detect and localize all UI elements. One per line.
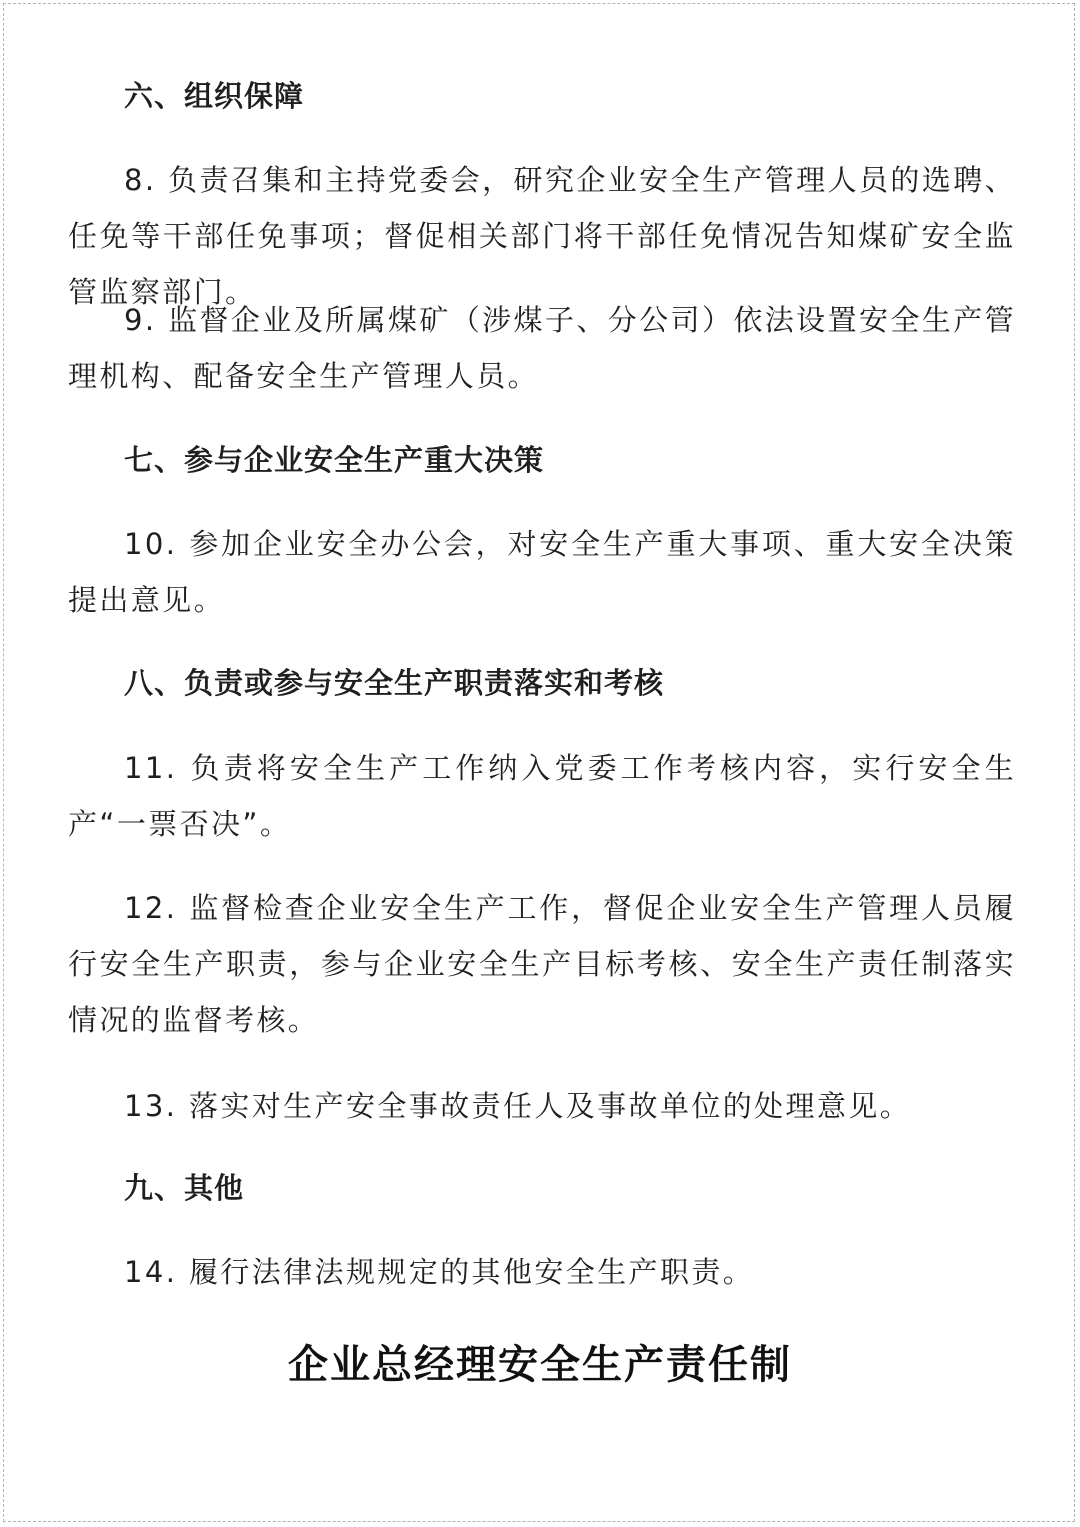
item-13-paragraph: 13. 落实对生产安全事故责任人及事故单位的处理意见。 [124,1089,912,1123]
item-11-paragraph: 11. 负责将安全生产工作纳入党委工作考核内容，实行安全生产“一票否决”。 [68,751,1016,841]
section-heading-decision: 七、参与企业安全生产重大决策 [124,443,545,477]
section-heading-other: 九、其他 [124,1171,245,1205]
section-heading-organization: 六、组织保障 [124,79,305,113]
item-14-paragraph: 14. 履行法律法规规定的其他安全生产职责。 [124,1255,755,1289]
next-document-title: 企业总经理安全生产责任制 [288,1341,792,1388]
item-10-paragraph: 10. 参加企业安全办公会，对安全生产重大事项、重大安全决策提出意见。 [68,527,1016,617]
item-9-paragraph: 9. 监督企业及所属煤矿（涉煤子、分公司）依法设置安全生产管理机构、配备安全生产管理人员。 [68,303,1016,393]
item-12-paragraph: 12. 监督检查企业安全生产工作，督促企业安全生产管理人员履行安全生产职责，参与企业安全生产目标考核、安全生产责任制落实情况的监督考核。 [68,891,1016,1037]
item-8-paragraph: 8. 负责召集和主持党委会，研究企业安全生产管理人员的选聘、任免等干部任免事项；督促相关部门将干部任免情况告知煤矿安全监管监察部门。 [68,163,1016,309]
section-heading-responsibility: 八、负责或参与安全生产职责落实和考核 [124,666,665,700]
